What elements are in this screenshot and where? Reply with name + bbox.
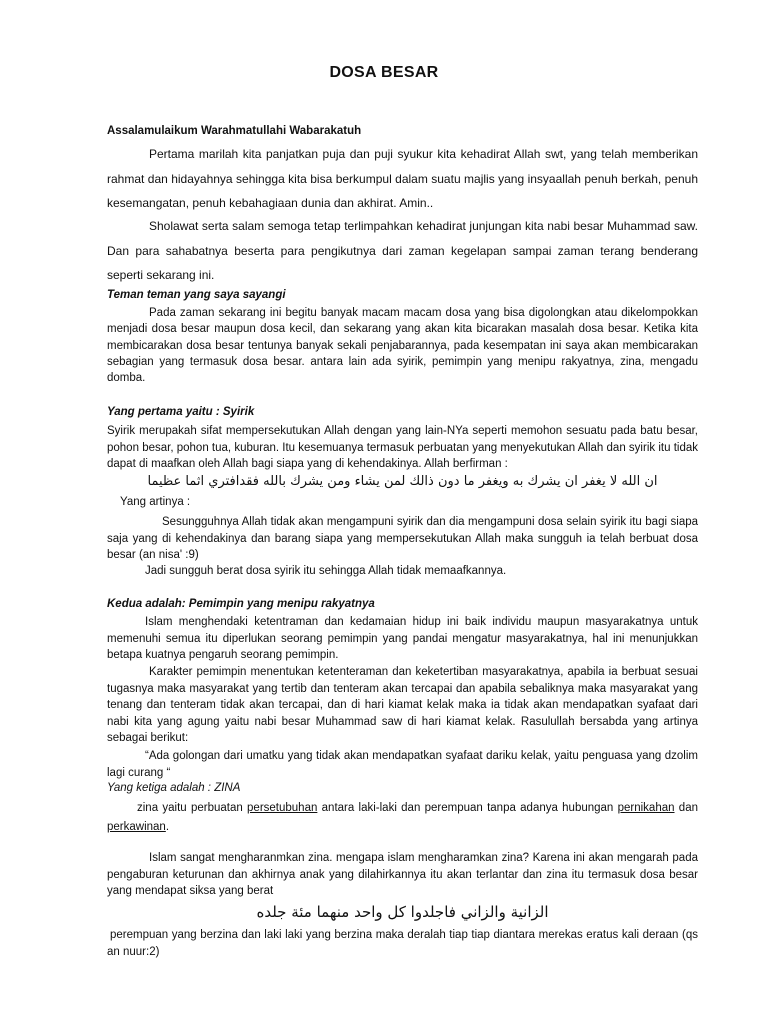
- intro-paragraph-1: Pertama marilah kita panjatkan puja dan puji syukur kita kehadirat Allah swt, yang telah memberikan rahmat dan hidayahnya sehingga kita bisa berkumpul dalam suatu majlis yang insyaallah penuh berkah, penuh kesemangatan, penuh kebahagiaan dunia dan akhirat. Amin..: [107, 147, 698, 210]
- intro-paragraph-2: Sholawat serta salam semoga tetap terlimpahkan kehadirat junjungan kita nabi besar Muhammad saw. Dan para sahabatnya beserta para pengikutnya dari zaman kegelapan sampai zaman terang benderang seperti sekarang ini.: [107, 219, 698, 282]
- arabic-verse-nisa: ان الله لا يغفر ان يشرك به ويغفر ما دون ذالك لمن يشاء ومن يشرك بالله فقدافتري اثما عظيما: [147, 474, 658, 489]
- heading-syirik: Yang pertama yaitu : Syirik: [107, 406, 255, 418]
- link-perkawinan[interactable]: perkawinan: [107, 821, 166, 833]
- paragraph-karakter: Karakter pemimpin menentukan ketenteraman dan keketertiban masyarakatnya, apabila ia berbuat sesuai tugasnya maka masyarakat yang tertib dan tenteram akan tercapai dan apabila sebaliknya maka masyarakat yang tenang dan tenteram tidak akan tercapai, dan di hari kiamat kelak maka ia tidak akan mendapatkan syafaat dari nabi kita yang agung yaitu nabi besar Muhammad saw di hari kiamat kelak. Rasulullah bersabda yang artinya sebagai berikut:: [107, 666, 698, 744]
- paragraph-jadi: Jadi sungguh berat dosa syirik itu sehingga Allah tidak memaafkannya.: [145, 565, 507, 577]
- document-title: DOSA BESAR: [329, 64, 439, 81]
- paragraph-zina: [107, 799, 698, 837]
- arabic-verse-nuur: الزانية والزاني فاجلدوا كل واحد منهما مئة جلده: [256, 903, 549, 921]
- heading-teman: Teman teman yang saya sayangi: [107, 289, 286, 301]
- zina-text-1: zina yaitu perbuatan: [137, 802, 248, 814]
- paragraph-islam-2: Islam sangat mengharanmkan zina. mengapa islam mengharamkan zina? Karena ini akan mengarah pada pengaburan keturunan dan akhirnya anak yang dilahirkannya itu akan terlantar dan zina itu termasuk dosa besar yang mendapat siksa yang berat: [107, 852, 698, 898]
- link-pernikahan[interactable]: pernikahan: [617, 802, 675, 814]
- paragraph-hadith: “Ada golongan dari umatku yang tidak akan mendapatkan syafaat dariku kelak, yaitu penguasa yang dzolim lagi curang “: [107, 750, 698, 779]
- link-persetubuhan[interactable]: persetubuhan: [247, 802, 318, 814]
- paragraph-islam-1: Islam menghendaki ketentraman dan kedamaian hidup ini baik individu maupun masyarakatnya untuk memenuhi semua itu diperlukan seorang pemimpin yang pandai mengatur masyarakatnya, hal ini menunjukkan betapa kuatnya pengaruh seorang pemimpin.: [107, 616, 698, 661]
- paragraph-artinya: Sesungguhnya Allah tidak akan mengampuni syirik dan dia mengampuni dosa selain syirik itu bagi siapa saja yang di kehendakinya dan barang siapa yang mempersekutukan Allah maka sungguh ia telah berbuat dosa besar (an nisa' :9): [107, 516, 698, 561]
- zina-text-7: .: [165, 821, 170, 833]
- heading-zina: Yang ketiga adalah : ZINA: [107, 782, 241, 794]
- heading-pemimpin: Kedua adalah: Pemimpin yang menipu rakyatnya: [107, 598, 375, 610]
- greeting: Assalamulaikum Warahmatullahi Wabarakatuh: [107, 125, 362, 137]
- paragraph-syirik: Syirik merupakah sifat mempersekutukan Allah dengan yang lain-NYa seperti memohon sesuatu pada batu besar, pohon besar, pohon tua, kuburan. Itu kesemuanya termasuk perbuatan yang menyekutukan Allah dan syirik itu tidak dapat di maafkan oleh Allah bagi siapa yang di kehendakinya. Allah berfirman :: [107, 425, 698, 470]
- paragraph-final: perempuan yang berzina dan laki laki yang berzina maka deralah tiap tiap diantara merekas eratus kali deraan (qs an nuur:2): [107, 929, 698, 958]
- paragraph-teman: Pada zaman sekarang ini begitu banyak macam macam dosa yang bisa digolongkan atau dikelompokkan menjadi dosa besar maupun dosa kecil, dan sekarang yang akan kita bicarakan masalah dosa besar. Ketika kita membicarakan dosa besar tentunya banyak sekali penjabarannya, pada kesempatan ini saya akan membicarakan sebagian yang termasuk dosa besar. antara lain ada syirik, pemimpin yang menipu rakyatnya, zina, mengadu domba.: [107, 307, 698, 385]
- zina-text-5: dan: [674, 802, 698, 814]
- artinya-label: Yang artinya :: [120, 496, 191, 508]
- zina-text-3: antara laki-laki dan perempuan tanpa adanya hubungan: [317, 802, 618, 814]
